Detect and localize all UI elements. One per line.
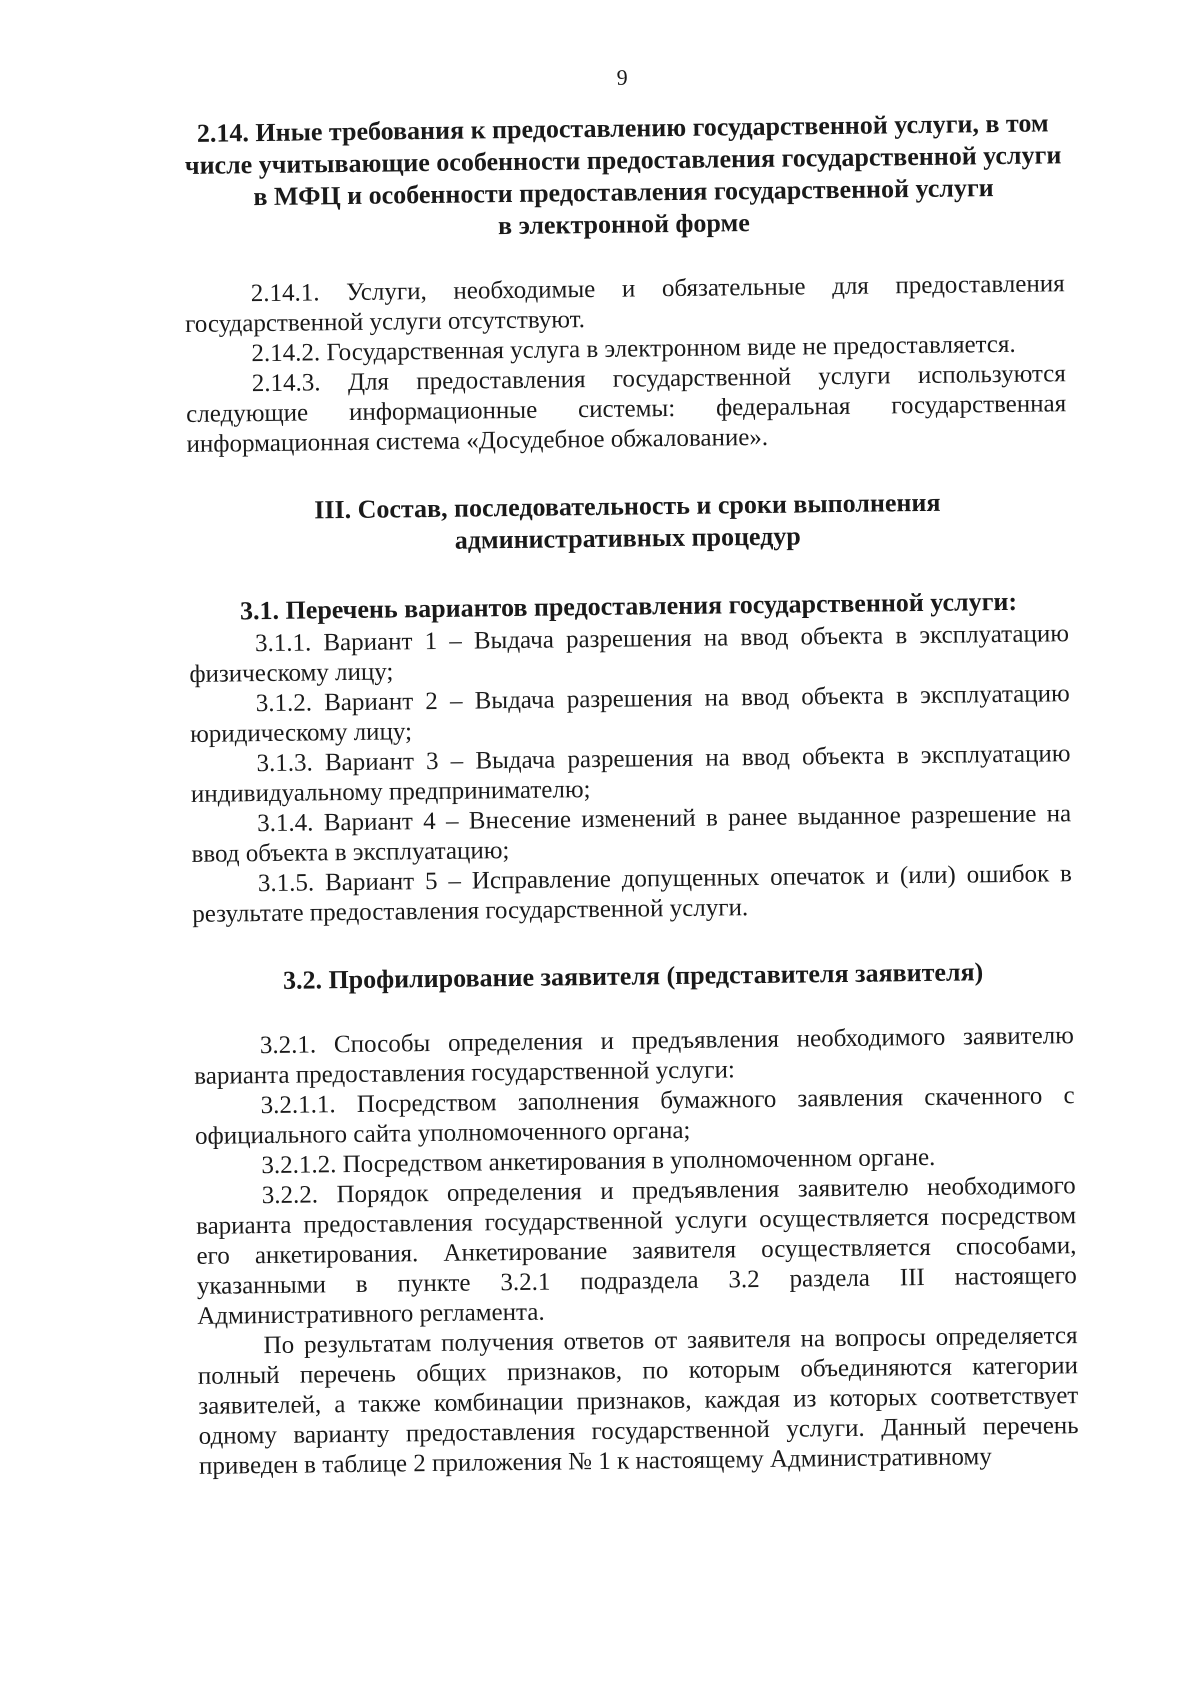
page-content <box>182 59 1079 1482</box>
paragraph-3-1-3: 3.1.3. Вариант 3 – Выдача разрешения на ввод объекта в эксплуатацию индивидуальному предпринимателю; <box>190 740 1071 808</box>
section-2-14-title-line: числе учитывающие особенности предоставления государственной услуги <box>184 140 1062 180</box>
paragraph-3-1-4: 3.1.4. Вариант 4 – Внесение изменений в ранее выданное разрешение на ввод объекта в эксплуатацию; <box>191 800 1072 868</box>
page-number: 9 <box>616 64 628 90</box>
paragraph-3-2-1-1: 3.2.1.1. Посредством заполнения бумажного заявления скаченного с официального сайта уполномоченного органа; <box>194 1082 1075 1150</box>
section-2-14-title-line: 2.14. Иные требования к предоставлению государственной услуги, в том <box>196 108 1049 148</box>
paragraph-3-2-2: 3.2.2. Порядок определения и предъявления заявителю необходимого варианта предоставления государственной услуги осуществляется посредством его анкетирования. Анкетирование заявителя осуществляется способами, указанными в пункте 3.2.1 подраздела 3.2 раздела III настоящего Административного регламента. <box>195 1172 1077 1330</box>
paragraph-2-14-1: 2.14.1. Услуги, необходимые и обязательные для предоставления государственной услуги отсутствуют. <box>184 270 1065 338</box>
section-iii-title-line: III. Состав, последовательность и сроки выполнения <box>314 487 941 525</box>
paragraph-3-2-1-2: 3.2.1.2. Посредством анкетирования в уполномоченном органе. <box>261 1143 936 1180</box>
paragraph-2-14-2: 2.14.2. Государственная услуга в электронном виде не предоставляется. <box>251 330 1016 368</box>
section-2-14-title-line: в МФЦ и особенности предоставления государственной услуги <box>253 173 994 212</box>
section-2-14-title-line: в электронной форме <box>497 208 750 241</box>
section-iii-title-line: административных процедур <box>454 521 801 555</box>
section-2-14-title <box>183 107 1064 246</box>
paragraph-3-2-1: 3.2.1. Способы определения и предъявления необходимого заявителю варианта предоставления государственной услуги: <box>194 1022 1075 1090</box>
section-3-1-title: 3.1. Перечень вариантов предоставления государственной услуги: <box>239 586 1018 626</box>
paragraph-3-1-1: 3.1.1. Вариант 1 – Выдача разрешения на ввод объекта в эксплуатацию физическому лицу; <box>189 620 1070 688</box>
paragraph-3-1-2: 3.1.2. Вариант 2 – Выдача разрешения на ввод объекта в эксплуатацию юридическому лицу; <box>189 680 1070 748</box>
section-3-2-title: 3.2. Профилирование заявителя (представителя заявителя) <box>282 957 984 995</box>
paragraph-3-1-5: 3.1.5. Вариант 5 – Исправление допущенных опечаток и (или) ошибок в результате предоставления государственной услуги. <box>192 860 1073 928</box>
section-iii-title <box>187 485 1068 560</box>
paragraph-3-2-results: По результатам получения ответов от заявителя на вопросы определяется полный перечень общих признаков, по которым объединяются категории заявителей, а также комбинации признаков, каждая из которых соответствует одному варианту предоставления государственной услуги. Данный перечень приведен в таблице 2 приложения № 1 к настоящему Административному <box>197 1322 1079 1480</box>
paragraph-2-14-3: 2.14.3. Для предоставления государственной услуги используются следующие информационные системы: федеральная государственная информационная система «Досудебное обжалование». <box>186 360 1067 458</box>
